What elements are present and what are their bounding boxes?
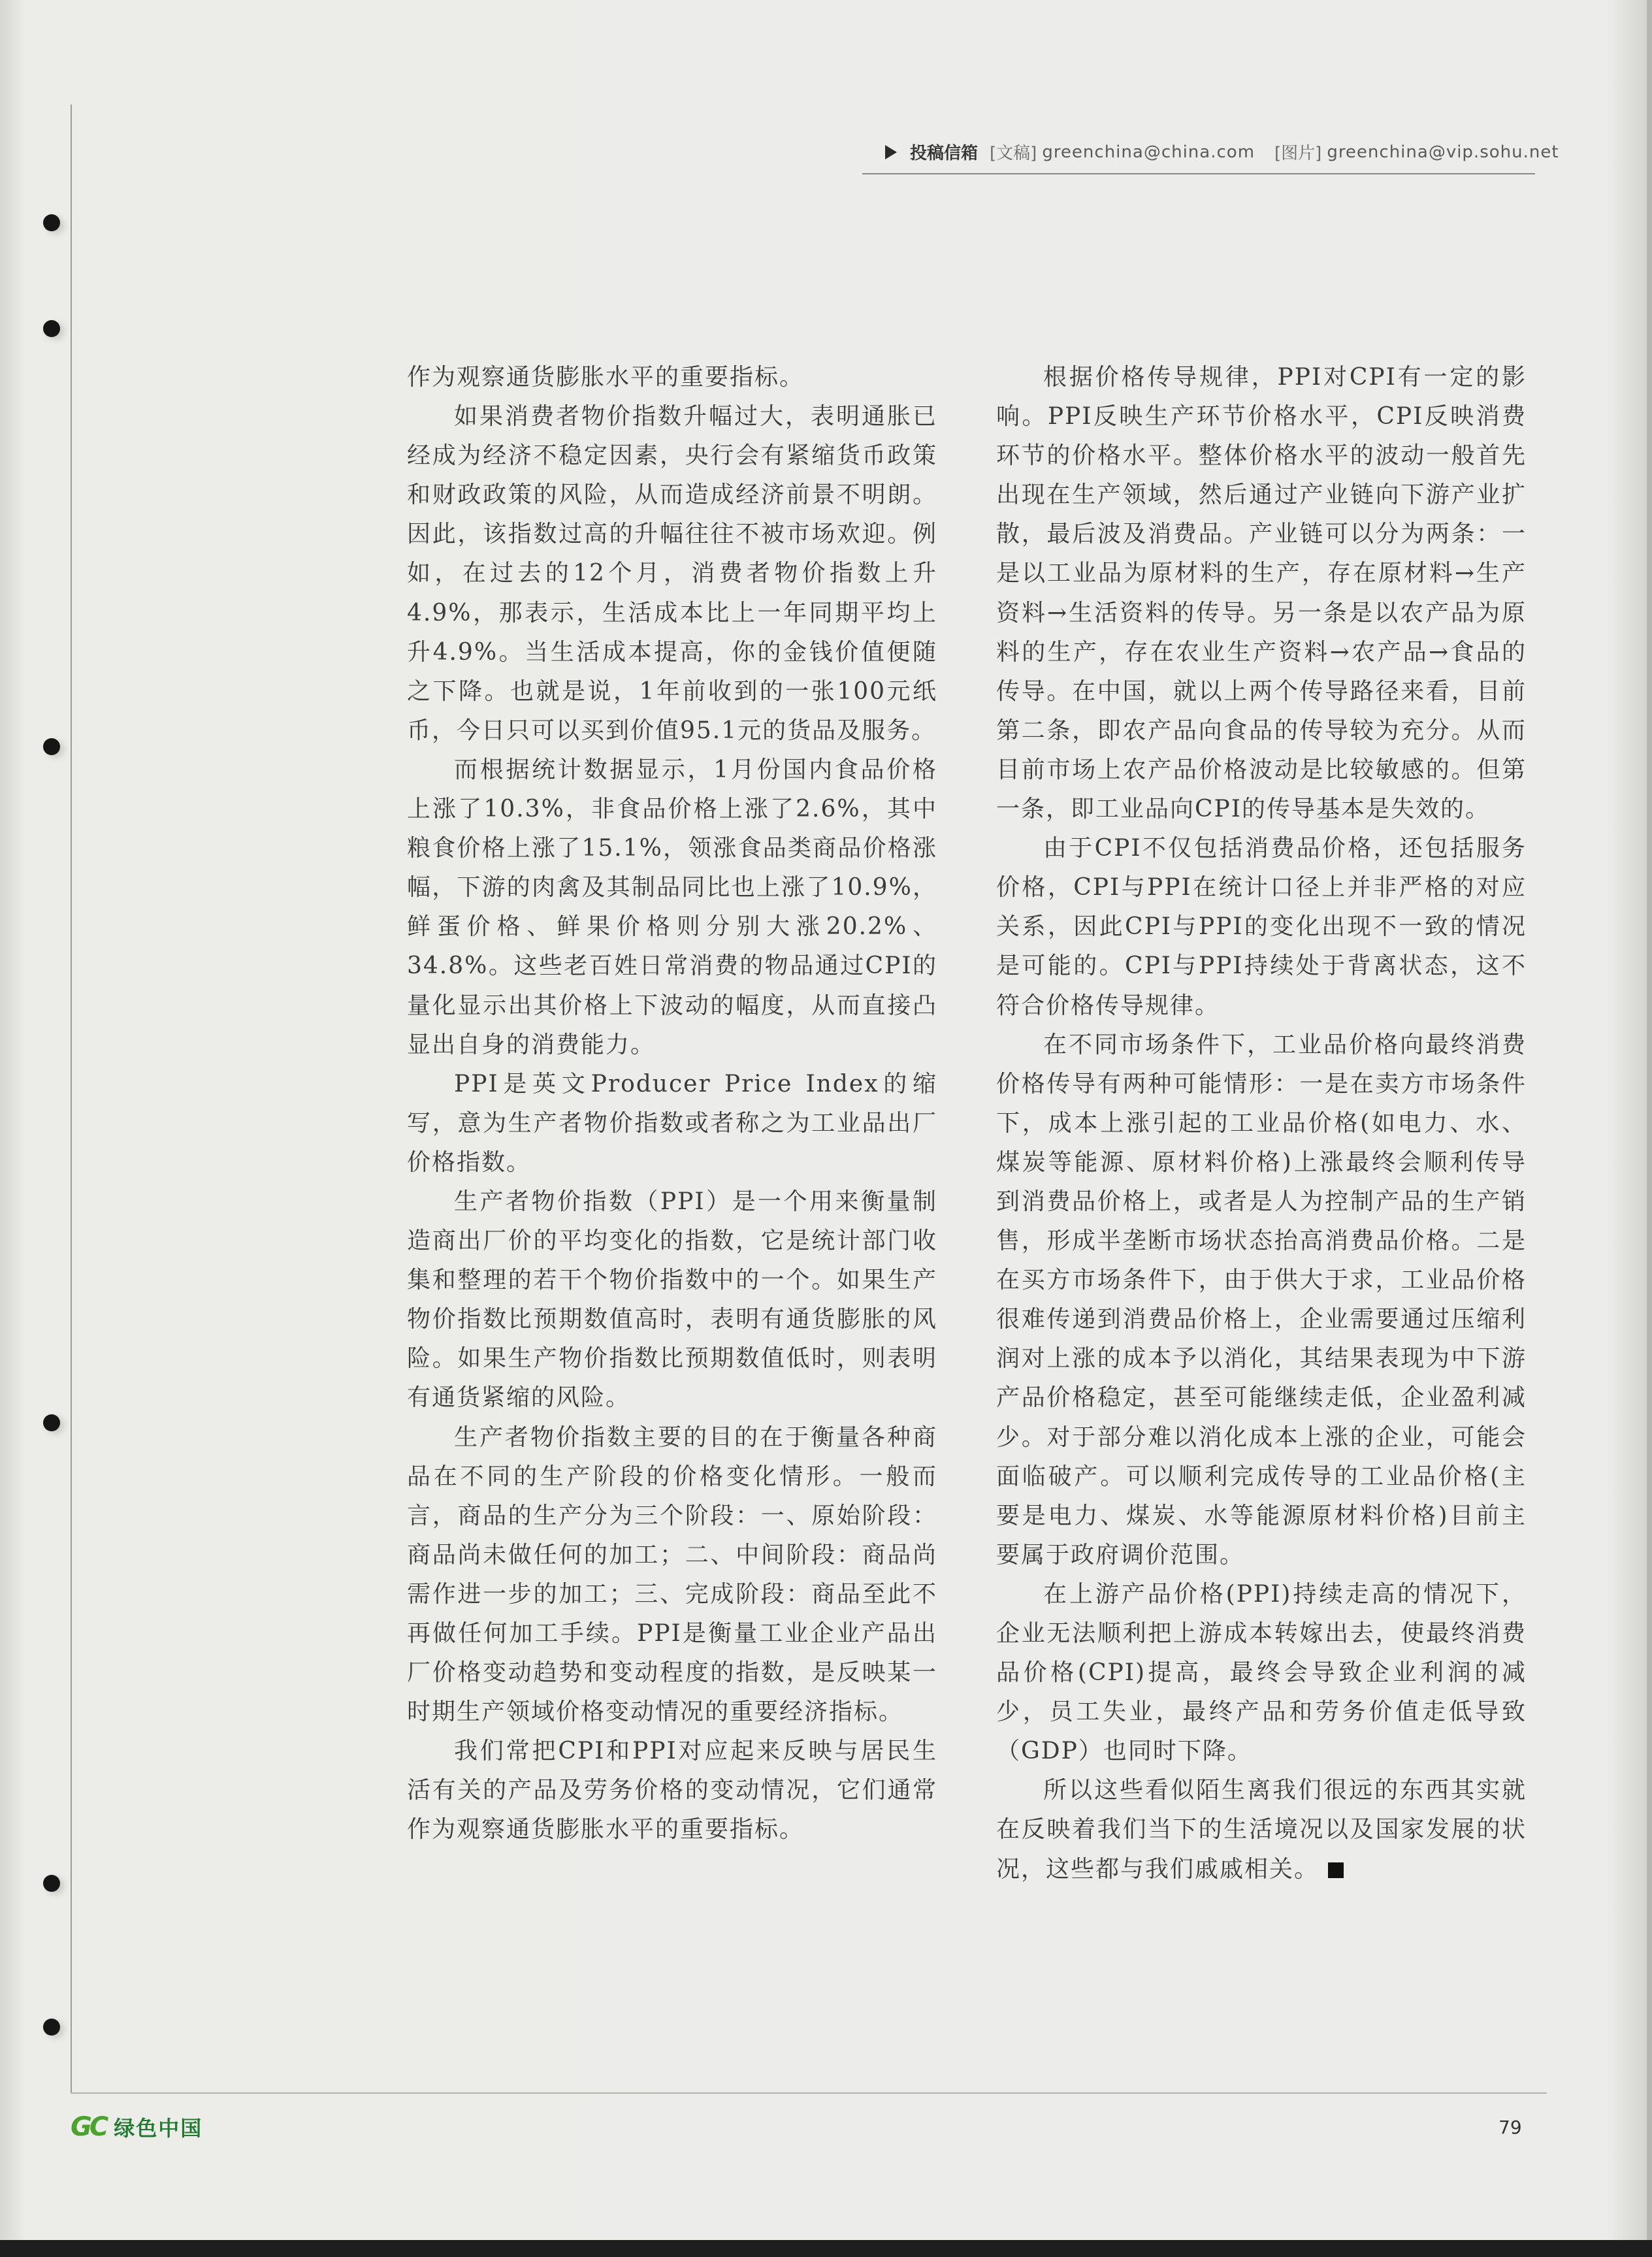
paragraph: 我们常把CPI和PPI对应起来反映与居民生活有关的产品及劳务价格的变动情况，它们通常作为观察通货膨胀水平的重要指标。 — [407, 1738, 937, 1843]
magazine-logo — [71, 2112, 202, 2142]
paragraph: 如果消费者物价指数升幅过大，表明通胀已经成为经济不稳定因素，央行会有紧缩货币政策和财政政策的风险，从而造成经济前景不明朗。因此，该指数过高的升幅往往不被市场欢迎。例如，在过去的12个月，消费者物价指数上升4.9%，那表示，生活成本比上一年同期平均上升4.9%。当生活成本提高，你的金钱价值便随之下降。也就是说，1年前收到的一张100元纸币，今日只可以买到价值95.1元的货品及服务。 — [407, 403, 937, 744]
margin-rule — [71, 105, 72, 2094]
paragraph: 在不同市场条件下，工业品价格向最终消费价格传导有两种可能情形：一是在卖方市场条件下，成本上涨引起的工业品价格(如电力、水、煤炭等能源、原材料价格)上涨最终会顺利传导到消费品价格上，或者是人为控制产品的生产销售，形成半垄断市场状态抬高消费品价格。二是在买方市场条件下，由于供大于求，工业品价格很难传递到消费品价格上，企业需要通过压缩利润对上涨的成本予以消化，其结果表现为中下游产品价格稳定，甚至可能继续走低，企业盈利减少。对于部分难以消化成本上涨的企业，可能会面临破产。可以顺利完成传导的工业品价格(主要是电力、煤炭、水等能源原材料价格)目前主要属于政府调价范围。 — [996, 1031, 1527, 1568]
page-number: 79 — [1498, 2117, 1522, 2138]
text-submission-email[interactable]: greenchina@china.com — [1042, 142, 1255, 162]
binding-hole — [43, 214, 60, 231]
paragraph: 而根据统计数据显示，1月份国内食品价格上涨了10.3%，非食品价格上涨了2.6%，其中粮食价格上涨了15.1%，领涨食品类商品价格涨幅，下游的肉禽及其制品同比也上涨了10.9%，鲜蛋价格、鲜果价格则分别大涨20.2%、34.8%。这些老百姓日常消费的物品通过CPI的量化显示出其价格上下波动的幅度，从而直接凸显出自身的消费能力。 — [407, 756, 937, 1058]
binding-hole — [43, 320, 60, 337]
left-column — [407, 358, 937, 1850]
scan-edge-right — [1647, 0, 1652, 2257]
scan-edge-bottom — [0, 2240, 1652, 2257]
image-submission-email[interactable]: greenchina@vip.sohu.net — [1327, 142, 1559, 162]
right-column — [996, 358, 1527, 1889]
text-submission-tag: [文稿] — [990, 144, 1037, 163]
paragraph-final-text: 所以这些看似陌生离我们很远的东西其实就在反映着我们当下的生活境况以及国家发展的状况，这些都与我们戚戚相关。 — [996, 1777, 1527, 1883]
paragraph: 在上游产品价格(PPI)持续走高的情况下，企业无法顺利把上游成本转嫁出去，使最终消费品价格(CPI)提高，最终会导致企业利润的减少，员工失业，最终产品和劳务价值走低导致（GDP）也同时下降。 — [996, 1580, 1527, 1765]
paragraph: 生产者物价指数主要的目的在于衡量各种商品在不同的生产阶段的价格变化情形。一般而言，商品的生产分为三个阶段：一、原始阶段：商品尚未做任何的加工；二、中间阶段：商品尚需作进一步的加工；三、完成阶段：商品至此不再做任何加工手续。PPI是衡量工业企业产品出厂价格变动趋势和变动程度的指数，是反映某一时期生产领域价格变动情况的重要经济指标。 — [407, 1423, 937, 1726]
image-submission-tag: [图片] — [1274, 144, 1322, 163]
submission-header — [885, 140, 1559, 164]
footer-rule — [71, 2092, 1547, 2094]
end-of-article-icon — [1328, 1862, 1344, 1878]
paragraph: PPI是英文Producer Price Index的缩写，意为生产者物价指数或者称之为工业品出厂价格指数。 — [407, 1070, 937, 1176]
paragraph: 由于CPI不仅包括消费品价格，还包括服务价格，CPI与PPI在统计口径上并非严格的对应关系，因此CPI与PPI的变化出现不一致的情况是可能的。CPI与PPI持续处于背离状态，这不符合价格传导规律。 — [996, 835, 1527, 1019]
paragraph: 作为观察通货膨胀水平的重要指标。 — [407, 364, 805, 391]
binding-hole — [43, 2019, 60, 2036]
arrow-icon — [885, 145, 897, 159]
paragraph: 生产者物价指数（PPI）是一个用来衡量制造商出厂价的平均变化的指数，它是统计部门收集和整理的若干个物价指数中的一个。如果生产物价指数比预期数值高时，表明有通货膨胀的风险。如果生产物价指数比预期数值低时，则表明有通货紧缩的风险。 — [407, 1188, 937, 1412]
binding-hole — [43, 738, 60, 755]
submission-label: 投稿信箱 — [910, 144, 979, 163]
gc-logo-icon: GC — [71, 2112, 106, 2142]
binding-hole — [43, 1414, 60, 1431]
header-rule — [862, 173, 1535, 174]
paragraph-final — [996, 1771, 1527, 1889]
paragraph: 根据价格传导规律，PPI对CPI有一定的影响。PPI反映生产环节价格水平，CPI反映消费环节的价格水平。整体价格水平的波动一般首先出现在生产领域，然后通过产业链向下游产业扩散，最后波及消费品。产业链可以分为两条：一是以工业品为原材料的生产，存在原材料→生产资料→生活资料的传导。另一条是以农产品为原料的生产，存在农业生产资料→农产品→食品的传导。在中国，就以上两个传导路径来看，目前第二条，即农产品向食品的传导较为充分。从而目前市场上农产品价格波动是比较敏感的。但第一条，即工业品向CPI的传导基本是失效的。 — [996, 364, 1527, 823]
magazine-name: 绿色中国 — [114, 2116, 203, 2141]
binding-hole — [43, 1875, 60, 1892]
